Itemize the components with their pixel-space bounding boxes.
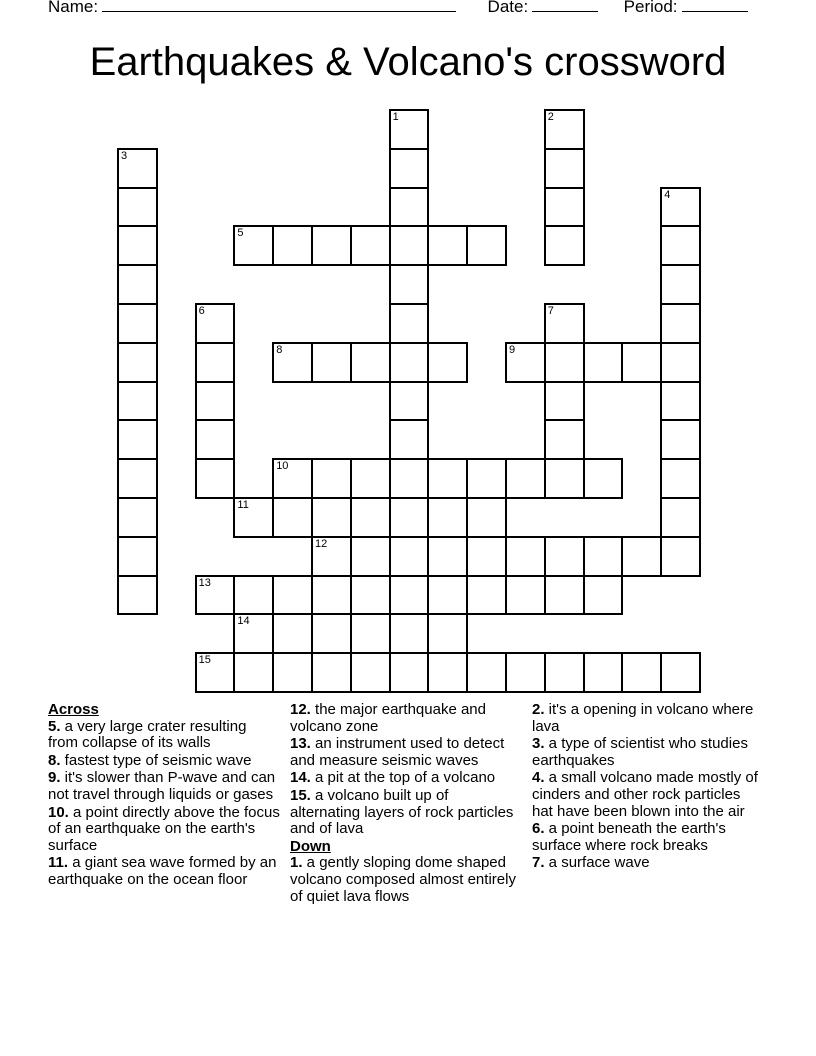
grid-cell[interactable] [272, 497, 313, 538]
across-clue [48, 770, 280, 803]
grid-cell[interactable] [311, 575, 352, 616]
grid-cell[interactable] [660, 225, 701, 266]
grid-cell[interactable] [195, 652, 236, 693]
down-clue [532, 855, 764, 872]
grid-cell[interactable] [660, 342, 701, 383]
clue-number: 7 [547, 305, 554, 317]
grid-cell[interactable] [195, 419, 236, 460]
clue-text: a giant sea wave formed by an earthquake on the ocean floor [48, 854, 277, 888]
clue-number: 3 [121, 149, 128, 162]
grid-cell[interactable] [544, 652, 585, 693]
grid-cell[interactable] [195, 381, 236, 422]
grid-cell[interactable] [389, 303, 430, 344]
grid-cell[interactable] [544, 342, 585, 383]
grid-cell[interactable] [350, 497, 391, 538]
grid-cell[interactable] [117, 303, 158, 344]
grid-cell[interactable] [660, 497, 701, 538]
clue-number: 4 [664, 188, 671, 201]
grid-cell[interactable] [583, 575, 624, 616]
clue-text: a gently sloping dome shaped volcano composed almost entirely of quiet lava flows [290, 854, 516, 905]
grid-cell[interactable] [505, 536, 546, 577]
grid-cell[interactable] [466, 497, 507, 538]
grid-cell[interactable] [389, 381, 430, 422]
grid-cell[interactable] [389, 225, 430, 266]
grid-cell[interactable] [272, 342, 313, 383]
grid-cell[interactable] [389, 497, 430, 538]
grid-cell[interactable] [117, 342, 158, 383]
grid-cell[interactable] [311, 652, 352, 693]
clue-text: a small volcano made mostly of cinders and other rock particles hat have been blown into the air [532, 769, 758, 820]
grid-cell[interactable] [117, 187, 158, 228]
grid-cell[interactable] [466, 458, 507, 499]
grid-cell[interactable] [660, 264, 701, 305]
grid-cell[interactable] [466, 225, 507, 266]
clue-text: a point directly above the focus of an earthquake on the earth's surface [48, 803, 280, 854]
clue-number-label: 15. [290, 786, 311, 804]
clue-number-label: 13. [290, 735, 311, 753]
down-clue [290, 855, 522, 905]
clue-number: 5 [237, 227, 244, 240]
grid-cell[interactable] [350, 652, 391, 693]
clue-number: 10 [276, 460, 289, 473]
clue-number-label: 1. [290, 854, 303, 872]
grid-cell[interactable] [117, 458, 158, 499]
grid-cell[interactable] [660, 419, 701, 460]
clues-column-2 [290, 702, 522, 906]
grid-cell[interactable] [117, 264, 158, 305]
clue-number-label: 9. [48, 769, 61, 787]
grid-cell[interactable] [660, 536, 701, 577]
down-clue [532, 770, 764, 820]
grid-cell[interactable] [389, 458, 430, 499]
grid-cell[interactable] [117, 148, 158, 189]
grid-cell[interactable] [427, 575, 468, 616]
grid-cell[interactable] [350, 225, 391, 266]
clue-text: it's a opening in volcano where lava [532, 701, 754, 735]
grid-cell[interactable] [272, 575, 313, 616]
grid-cell[interactable] [544, 148, 585, 189]
grid-cell[interactable] [544, 303, 585, 344]
grid-cell[interactable] [466, 575, 507, 616]
clues-column-1 [48, 702, 280, 890]
grid-cell[interactable] [389, 652, 430, 693]
clue-text: the major earthquake and volcano zone [290, 701, 486, 735]
across-clue [48, 855, 280, 888]
grid-cell[interactable] [427, 342, 468, 383]
grid-cell[interactable] [427, 225, 468, 266]
page-title: Earthquakes & Volcano's crossword [89, 40, 727, 84]
grid-cell[interactable] [544, 109, 585, 150]
grid-cell[interactable] [660, 652, 701, 693]
grid-cell[interactable] [660, 187, 701, 228]
grid-cell[interactable] [621, 652, 662, 693]
grid-cell[interactable] [466, 536, 507, 577]
grid-cell[interactable] [311, 497, 352, 538]
grid-cell[interactable] [583, 342, 624, 383]
grid-cell[interactable] [544, 536, 585, 577]
clue-number-label: 7. [532, 854, 545, 872]
grid-cell[interactable] [389, 148, 430, 189]
clue-number: 14 [237, 615, 250, 628]
grid-cell[interactable] [427, 536, 468, 577]
clue-number-label: 14. [290, 769, 311, 787]
clue-number: 2 [547, 111, 554, 123]
clue-number: 6 [198, 305, 205, 317]
grid-cell[interactable] [389, 187, 430, 228]
grid-cell[interactable] [389, 575, 430, 616]
clue-text: a pit at the top of a volcano [310, 769, 496, 787]
grid-cell[interactable] [117, 381, 158, 422]
grid-cell[interactable] [389, 613, 430, 654]
clue-number-label: 4. [532, 769, 545, 787]
grid-cell[interactable] [544, 458, 585, 499]
clue-number-label: 12. [290, 701, 311, 718]
grid-cell[interactable] [117, 536, 158, 577]
grid-cell[interactable] [544, 419, 585, 460]
grid-cell[interactable] [350, 575, 391, 616]
grid-cell[interactable] [389, 419, 430, 460]
grid-cell[interactable] [544, 225, 585, 266]
grid-cell[interactable] [583, 536, 624, 577]
grid-cell[interactable] [117, 497, 158, 538]
clue-text: a very large crater resulting from collapse of its walls [48, 717, 247, 752]
grid-cell[interactable] [660, 303, 701, 344]
grid-cell[interactable] [117, 225, 158, 266]
clue-number: 13 [198, 576, 211, 589]
clue-text: a point beneath the earth's surface where rock breaks [532, 820, 726, 854]
clue-number-label: 5. [48, 717, 61, 735]
clue-number-label: 10. [48, 803, 69, 821]
clue-number-label: 11. [48, 854, 69, 872]
grid-cell[interactable] [311, 458, 352, 499]
across-clue [290, 702, 522, 735]
grid-cell[interactable] [233, 575, 274, 616]
grid-cell[interactable] [350, 536, 391, 577]
grid-cell[interactable] [505, 652, 546, 693]
clue-number-label: 6. [532, 820, 545, 838]
grid-cell[interactable] [272, 458, 313, 499]
down-clue [532, 702, 764, 735]
grid-cell[interactable] [505, 575, 546, 616]
grid-cell[interactable] [311, 342, 352, 383]
grid-cell[interactable] [660, 458, 701, 499]
grid-cell[interactable] [272, 613, 313, 654]
across-clue [290, 770, 522, 787]
grid-cell[interactable] [389, 109, 430, 150]
grid-cell[interactable] [195, 575, 236, 616]
grid-cell[interactable] [117, 419, 158, 460]
down-heading: Down [290, 837, 331, 855]
clue-text: a surface wave [544, 854, 650, 872]
grid-cell[interactable] [505, 342, 546, 383]
grid-cell[interactable] [311, 613, 352, 654]
grid-cell[interactable] [350, 458, 391, 499]
clue-number-label: 2. [532, 701, 545, 718]
grid-cell[interactable] [311, 225, 352, 266]
grid-cell[interactable] [583, 458, 624, 499]
clue-text: a type of scientist who studies earthquakes [532, 735, 748, 769]
grid-cell[interactable] [583, 652, 624, 693]
across-clue [48, 805, 280, 855]
grid-cell[interactable] [350, 613, 391, 654]
clue-number: 9 [509, 343, 516, 356]
grid-cell[interactable] [621, 536, 662, 577]
grid-cell[interactable] [389, 536, 430, 577]
grid-cell[interactable] [195, 303, 236, 344]
clue-number: 15 [198, 654, 211, 667]
clue-text: a volcano built up of alternating layers of rock particles and of lava [290, 786, 514, 838]
period-label: Period: [623, 0, 678, 16]
grid-cell[interactable] [195, 458, 236, 499]
clue-number-label: 8. [48, 751, 61, 769]
clue-number: 1 [392, 111, 399, 123]
clue-number: 12 [315, 537, 328, 550]
across-clue [48, 753, 280, 770]
across-clue [48, 719, 280, 752]
grid-cell[interactable] [466, 652, 507, 693]
down-clue [532, 736, 764, 769]
down-clue [532, 821, 764, 854]
clue-text: it's slower than P-wave and can not travel through liquids or gases [48, 769, 276, 803]
across-clue [290, 736, 522, 769]
grid-cell[interactable] [272, 652, 313, 693]
grid-cell[interactable] [544, 381, 585, 422]
clues-column-3 [532, 702, 764, 873]
date-label: Date: [487, 0, 529, 16]
across-clue [290, 788, 522, 838]
grid-cell[interactable] [544, 187, 585, 228]
grid-cell[interactable] [389, 342, 430, 383]
grid-cell[interactable] [233, 497, 274, 538]
grid-cell[interactable] [427, 652, 468, 693]
grid-cell[interactable] [427, 613, 468, 654]
grid-cell[interactable] [660, 381, 701, 422]
grid-cell[interactable] [427, 458, 468, 499]
grid-cell[interactable] [427, 497, 468, 538]
grid-cell[interactable] [505, 458, 546, 499]
grid-cell[interactable] [311, 536, 352, 577]
clue-text: an instrument used to detect and measure seismic waves [290, 735, 505, 769]
clue-text: fastest type of seismic wave [60, 751, 252, 769]
grid-cell[interactable] [350, 342, 391, 383]
grid-cell[interactable] [233, 225, 274, 266]
grid-cell[interactable] [195, 342, 236, 383]
name-label: Name: [48, 0, 99, 16]
grid-cell[interactable] [544, 575, 585, 616]
grid-cell[interactable] [233, 652, 274, 693]
grid-cell[interactable] [117, 575, 158, 616]
across-heading: Across [48, 701, 99, 718]
grid-cell[interactable] [233, 613, 274, 654]
grid-cell[interactable] [621, 342, 662, 383]
clue-number-label: 3. [532, 735, 545, 753]
grid-cell[interactable] [272, 225, 313, 266]
clue-number: 8 [276, 343, 283, 356]
clue-number: 11 [237, 499, 249, 511]
grid-cell[interactable] [389, 264, 430, 305]
